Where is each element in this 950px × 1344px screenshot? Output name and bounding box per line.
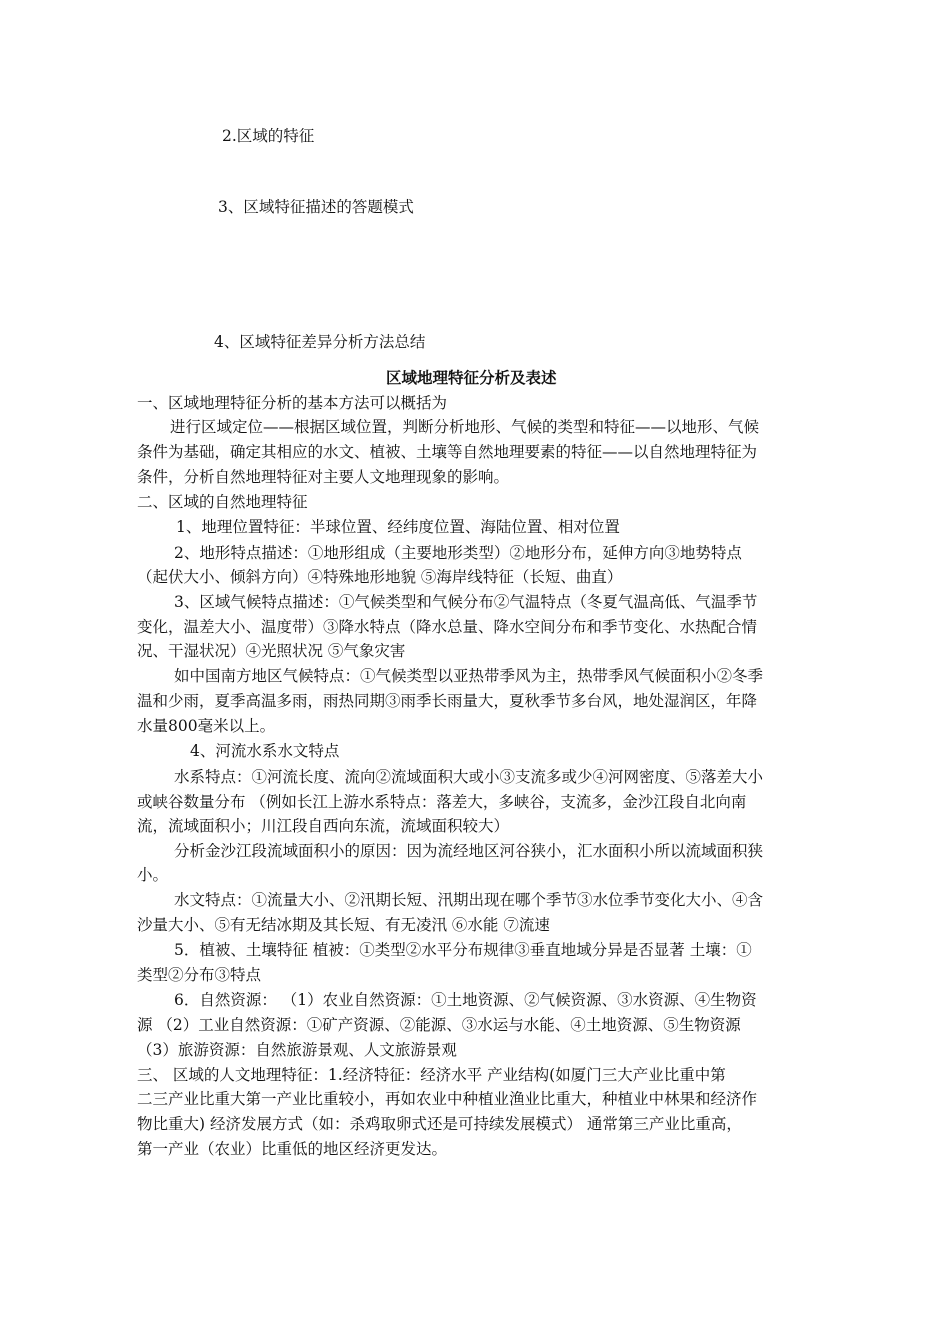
- text-line: 第一产业（农业）比重低的地区经济更发达。: [137, 1140, 448, 1158]
- text-line: 物比重大) 经济发展方式（如：杀鸡取卵式还是可持续发展模式） 通常第三产业比重高，: [137, 1115, 742, 1133]
- text-line: 二三产业比重大第一产业比重较小，再如农业中种植业渔业比重大，种植业中林果和经济作: [137, 1090, 758, 1108]
- text-line: 如中国南方地区气候特点：①气候类型以亚热带季风为主，热带季风气候面积小②冬季: [174, 667, 764, 685]
- text-line: 2、地形特点描述：①地形组成（主要地形类型）②地形分布，延伸方向③地势特点: [174, 544, 742, 562]
- text-line: 源 （2）工业自然资源：①矿产资源、②能源、③水运与水能、④土地资源、⑤生物资源: [137, 1016, 741, 1034]
- text-line: 小。: [137, 866, 169, 884]
- text-line: 6．自然资源： （1）农业自然资源：①土地资源、②气候资源、③水资源、④生物资: [174, 991, 757, 1009]
- document-title: 区域地理特征分析及表述: [386, 368, 557, 387]
- text-line: 1、地理位置特征：半球位置、经纬度位置、海陆位置、相对位置: [176, 518, 620, 536]
- text-line: 4、河流水系水文特点: [190, 742, 340, 760]
- text-line: 沙量大小、⑤有无结冰期及其长短、有无凌汛 ⑥水能 ⑦流速: [137, 916, 550, 934]
- text-line: 或峡谷数量分布 （例如长江上游水系特点：落差大，多峡谷，支流多，金沙江段自北向南: [137, 793, 747, 811]
- text-line: 条件为基础，确定其相应的水文、植被、土壤等自然地理要素的特征——以自然地理特征为: [137, 443, 758, 461]
- text-line: 条件，分析自然地理特征对主要人文地理现象的影响。: [137, 468, 510, 486]
- text-line: 3、区域气候特点描述：①气候类型和气候分布②气温特点（冬夏气温高低、气温季节: [174, 593, 758, 611]
- heading-4: 4、区域特征差异分析方法总结: [214, 333, 426, 351]
- text-line: （起伏大小、倾斜方向）④特殊地形地貌 ⑤海岸线特征（长短、曲直）: [137, 568, 623, 586]
- heading-2: 2.区域的特征: [222, 127, 315, 145]
- text-line: 二、区域的自然地理特征: [137, 493, 308, 511]
- text-line: 水量800毫米以上。: [137, 717, 276, 735]
- text-line: 一、区域地理特征分析的基本方法可以概括为: [137, 394, 448, 412]
- text-line: （3）旅游资源：自然旅游景观、人文旅游景观: [137, 1041, 457, 1059]
- text-line: 类型②分布③特点: [137, 966, 262, 984]
- text-line: 三、 区域的人文地理特征：1.经济特征：经济水平 产业结构(如厦门三大产业比重中第: [137, 1066, 726, 1084]
- text-line: 分析金沙江段流域面积小的原因：因为流经地区河谷狭小，汇水面积小所以流域面积狭: [174, 842, 764, 860]
- text-line: 况、干湿状况）④光照状况 ⑤气象灾害: [137, 642, 406, 660]
- text-line: 变化，温差大小、温度带）③降水特点（降水总量、降水空间分布和季节变化、水热配合情: [137, 618, 758, 636]
- text-line: 进行区域定位——根据区域位置，判断分析地形、气候的类型和特征——以地形、气候: [170, 418, 760, 436]
- text-line: 流，流域面积小；川江段自西向东流，流域面积较大）: [137, 817, 510, 835]
- text-line: 温和少雨，夏季高温多雨，雨热同期③雨季长雨量大，夏秋季节多台风，地处湿润区，年降: [137, 692, 758, 710]
- text-line: 水系特点：①河流长度、流向②流域面积大或小③支流多或少④河网密度、⑤落差大小: [174, 768, 764, 786]
- text-line: 5．植被、土壤特征 植被：①类型②水平分布规律③垂直地域分异是否显著 土壤：①: [174, 941, 752, 959]
- heading-3: 3、区域特征描述的答题模式: [218, 198, 414, 216]
- text-line: 水文特点：①流量大小、②汛期长短、汛期出现在哪个季节③水位季节变化大小、④含: [174, 891, 764, 909]
